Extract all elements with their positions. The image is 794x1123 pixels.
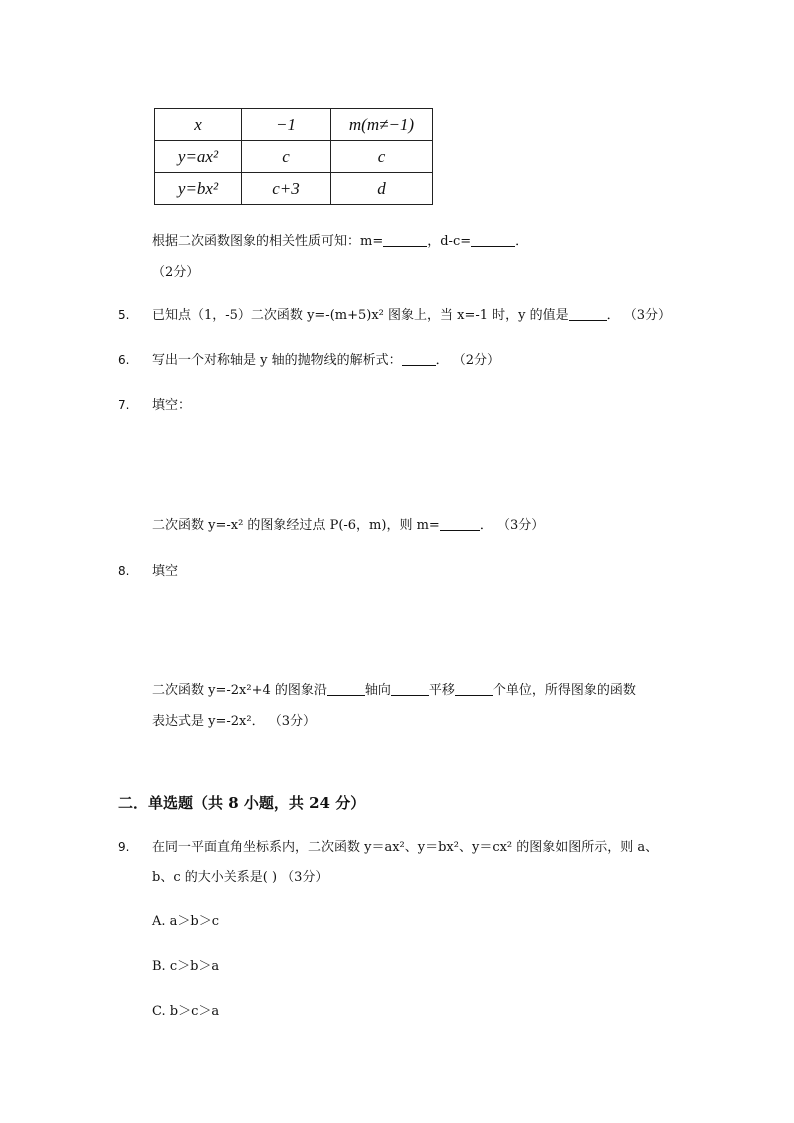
question-8-line2: 表达式是 y=-2x²． （3分）: [152, 714, 316, 729]
answer-blank[interactable]: [471, 234, 515, 247]
answer-blank[interactable]: [455, 683, 493, 696]
table-cell: c+3: [242, 173, 331, 205]
q4-text: 根据二次函数图象的相关性质可知：m= ，d-c= ．: [152, 234, 529, 249]
table-cell: c: [242, 141, 331, 173]
table-cell: c: [331, 141, 433, 173]
question-number: 9.: [118, 840, 130, 854]
table-cell: x: [155, 109, 242, 141]
answer-blank[interactable]: [402, 353, 436, 366]
question-number: 5.: [118, 308, 130, 322]
option-a[interactable]: A. a＞b＞c: [152, 914, 220, 929]
section-heading: 二．单选题（共 8 小题，共 24 分）: [118, 794, 366, 812]
question-7-text: 二次函数 y=-x² 的图象经过点 P(-6，m)，则 m= ． （3分）: [152, 518, 545, 533]
question-7-title: 填空：: [152, 398, 192, 413]
question-9-line1: 在同一平面直角坐标系内，二次函数 y＝ax²、y＝bx²、y＝cx² 的图象如图所示，则 a、: [152, 840, 659, 855]
question-8-text: 二次函数 y=-2x²+4 的图象沿 轴向 平移 个单位，所得图象的函数: [152, 683, 636, 698]
table-row: [155, 109, 433, 141]
table-cell: y=ax²: [155, 141, 242, 173]
q4-score: （2分）: [152, 265, 200, 280]
value-table: [154, 108, 433, 205]
table-cell: m(m≠−1): [331, 109, 433, 141]
table-cell: d: [331, 173, 433, 205]
question-6-text: 写出一个对称轴是 y 轴的抛物线的解析式： ． （2分）: [152, 353, 501, 368]
question-number: 7.: [118, 398, 130, 412]
table-row: [155, 141, 433, 173]
answer-blank[interactable]: [383, 234, 427, 247]
option-c[interactable]: C. b＞c＞a: [152, 1004, 220, 1019]
answer-blank[interactable]: [440, 518, 480, 531]
table-row: [155, 173, 433, 205]
answer-blank[interactable]: [569, 308, 607, 321]
answer-blank[interactable]: [327, 683, 365, 696]
question-9-line2: b、c 的大小关系是( ) （3分）: [152, 870, 329, 885]
question-5-text: 已知点（1，-5）二次函数 y=-(m+5)x² 图象上，当 x=-1 时，y 的值是 ． （3分）: [152, 308, 672, 323]
question-number: 6.: [118, 353, 130, 367]
table-cell: −1: [242, 109, 331, 141]
answer-blank[interactable]: [391, 683, 429, 696]
option-b[interactable]: B. c＞b＞a: [152, 959, 220, 974]
table-cell: y=bx²: [155, 173, 242, 205]
question-number: 8.: [118, 564, 130, 578]
question-8-title: 填空: [152, 564, 179, 579]
